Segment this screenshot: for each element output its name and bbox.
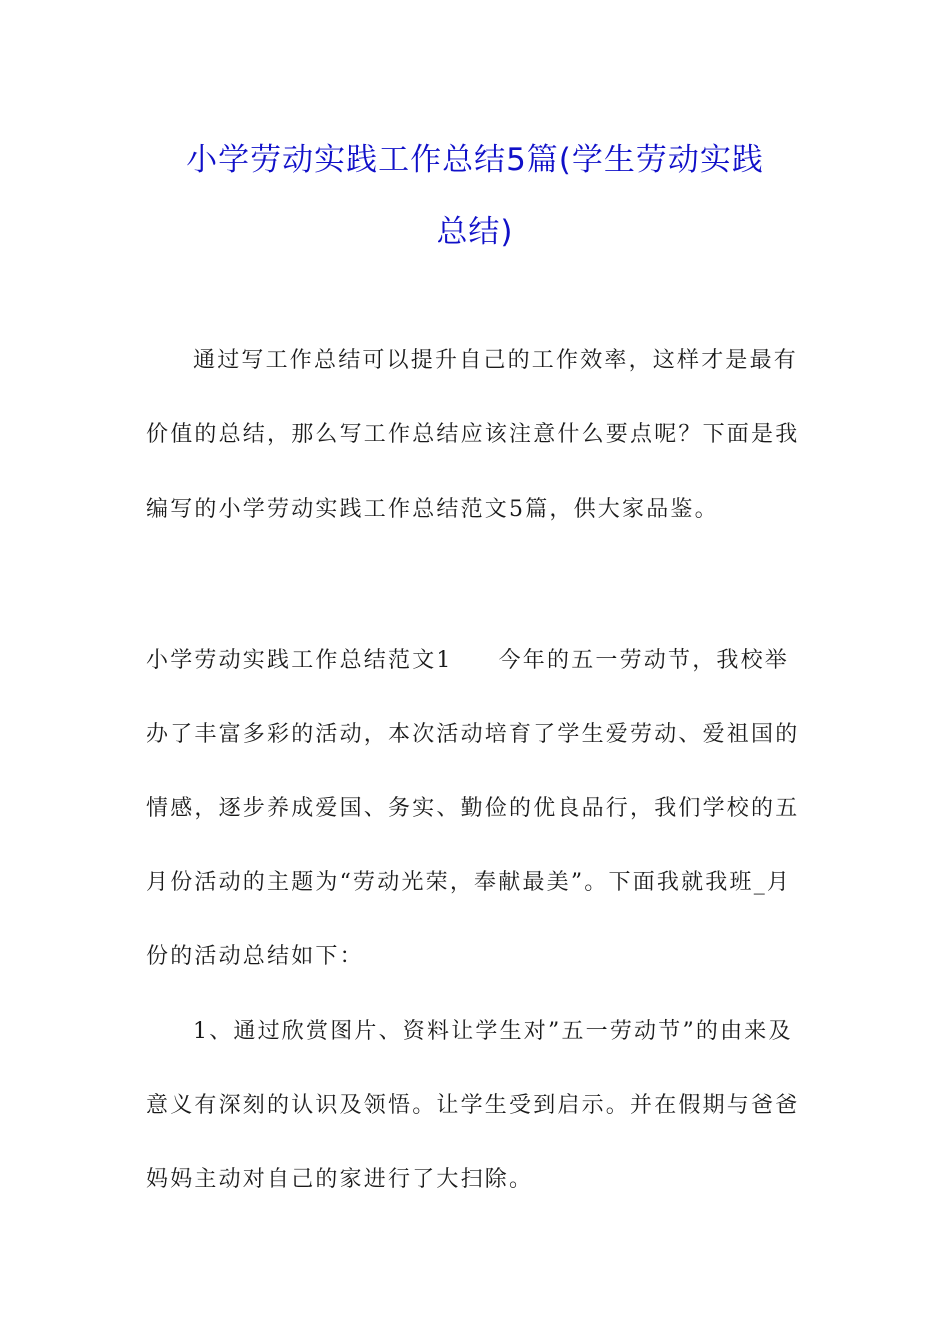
intro-line-3: 编写的小学劳动实践工作总结范文5篇，供大家品鉴。 [146, 497, 719, 522]
section1-line1-text: 今年的五一劳动节，我校举 [498, 648, 790, 673]
section1-line-5: 份的活动总结如下： [146, 944, 364, 969]
section1-first-line [146, 646, 806, 676]
document-title-line2: 总结) [436, 214, 514, 250]
intro-line-2: 价值的总结，那么写工作总结应该注意什么要点呢？下面是我 [146, 422, 800, 447]
document-title-line1: 小学劳动实践工作总结5篇(学生劳动实践 [186, 142, 764, 178]
item1-line-2: 意义有深刻的认识及领悟。让学生受到启示。并在假期与爸爸 [146, 1093, 800, 1118]
section1-line-3: 情感，逐步养成爱国、务实、勤俭的优良品行，我们学校的五 [146, 796, 800, 821]
section1-heading: 小学劳动实践工作总结范文1 [146, 648, 453, 673]
intro-line-1: 通过写工作总结可以提升自己的工作效率，这样才是最有 [193, 348, 799, 373]
item1-line-1: 1、通过欣赏图片、资料让学生对”五一劳动节”的由来及 [193, 1019, 793, 1044]
section1-line-4: 月份活动的主题为“劳动光荣，奉献最美”。下面我就我班_月 [146, 870, 792, 895]
section1-line-2: 办了丰富多彩的活动，本次活动培育了学生爱劳动、爱祖国的 [146, 722, 800, 747]
item1-line-3: 妈妈主动对自己的家进行了大扫除。 [146, 1167, 534, 1192]
